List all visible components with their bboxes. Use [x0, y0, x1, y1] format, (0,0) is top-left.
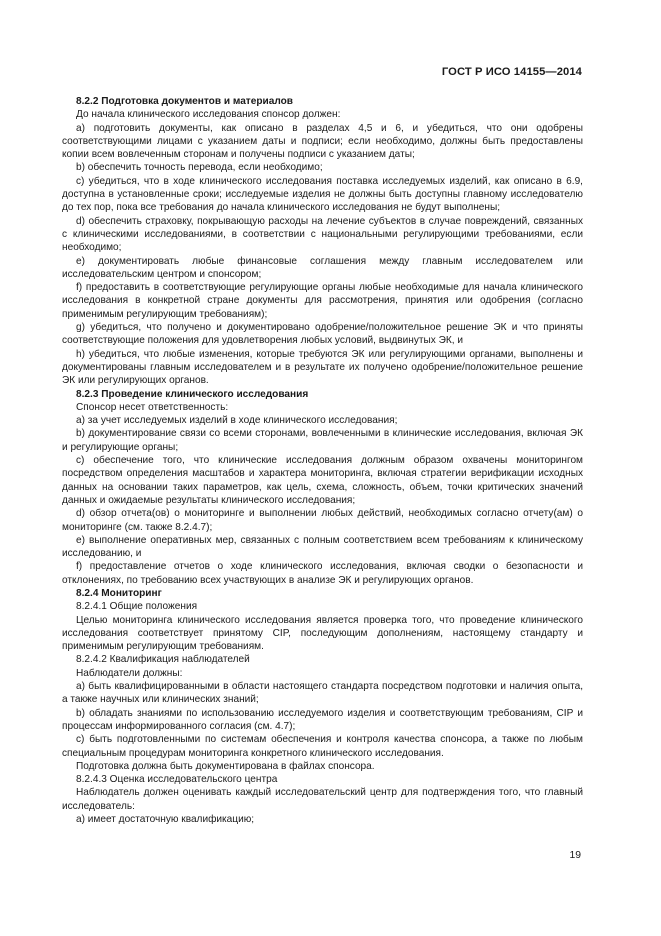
paragraph: g) убедиться, что получено и документировано одобрение/положительное решение ЭК и что приняты соответствующие положения для удовлетворения любых условий, выдвинутых ЭК, и: [62, 322, 583, 347]
paragraph: До начала клинического исследования спонсор должен:: [76, 109, 341, 121]
paragraph: c) убедиться, что в ходе клинического исследования поставка исследуемых изделий, как описано в 6.9, доступна в установленные сроки; исследуемые изделия не должны быть доступны главному исследователю до тех пор, пока все требования до начала клинического исследования не будут выполнены;: [62, 175, 583, 214]
paragraph: d) обеспечить страховку, покрывающую расходы на лечение субъектов в случае повреждений, связанных с клиническими исследованиями, в соответствии с национальными регулирующими требованиями, если необходимо;: [62, 215, 583, 254]
paragraph: f) предоставить в соответствующие регулирующие органы любые необходимые для начала клинического исследования в конкретной стране документы для рассмотрения, принятия или одобрения (согласно применимым регулирующим требованиям);: [62, 282, 583, 320]
paragraph: a) имеет достаточную квалификацию;: [76, 814, 255, 826]
paragraph: Спонсор несет ответственность:: [76, 401, 229, 413]
paragraph: b) обладать знаниями по использованию исследуемого изделия и соответствующим требованиям, CIP и процессам информированного согласия (см. 4.7);: [62, 707, 583, 732]
paragraph: f) предоставление отчетов о ходе клинического исследования, включая сводки о безопасности и отклонениях, по требованию всех участвующих в анализе ЭК и регулирующих органов.: [62, 561, 583, 586]
paragraph: e) документировать любые финансовые соглашения между главным исследователем или исследовательским центром и спонсором;: [62, 255, 583, 280]
paragraph: Наблюдатели должны:: [76, 667, 183, 679]
section-heading: 8.2.2 Подготовка документов и материалов: [76, 96, 294, 107]
paragraph: Наблюдатель должен оценивать каждый исследовательский центр для подтверждения того, что главный исследователь:: [62, 787, 583, 812]
document-body: [62, 95, 583, 826]
paragraph: b) обеспечить точность перевода, если необходимо;: [76, 162, 323, 174]
paragraph: c) быть подготовленными по системам обеспечения и контроля качества спонсора, а также по любым специальным процедурам мониторинга конкретного клинического исследования.: [62, 734, 583, 759]
paragraph: c) обеспечение того, что клинические исследования должным образом охвачены мониторингом посредством определения масштабов и характера мониторинга, включая стратегии верификации исходных данных на основании таких параметров, как цель, схема, сложность, объем, точки критических значений данных и ожидаемые результаты клинического исследования;: [62, 455, 583, 506]
paragraph: b) документирование связи со всеми сторонами, вовлеченными в клинические исследования, включая ЭК и регулирующие органы;: [62, 428, 583, 453]
paragraph: a) подготовить документы, как описано в разделах 4,5 и 6, и убедиться, что они одобрены соответствующими лицами с указанием даты и подписи; если необходимо, должны быть предоставлены копии всем вовлеченным сторонам и получены подписи с указанием даты;: [62, 122, 583, 161]
paragraph: Подготовка должна быть документирована в файлах спонсора.: [76, 760, 375, 772]
paragraph: a) за учет исследуемых изделий в ходе клинического исследования;: [76, 415, 398, 427]
paragraph: 8.2.4.3 Оценка исследовательского центра: [76, 774, 278, 786]
paragraph: 8.2.4.2 Квалификация наблюдателей: [76, 654, 250, 666]
section-heading: 8.2.4 Мониторинг: [76, 587, 162, 599]
paragraph: 8.2.4.1 Общие положения: [76, 601, 198, 613]
section-heading: 8.2.3 Проведение клинического исследования: [76, 388, 309, 400]
page-number: 19: [569, 850, 581, 861]
paragraph: e) выполнение оперативных мер, связанных с полным соответствием всем требованиям к клиническому исследованию, и: [62, 534, 583, 560]
paragraph: a) быть квалифицированными в области настоящего стандарта посредством подготовки и наличия опыта, а также научных или клинических знаний;: [62, 681, 583, 706]
paragraph: d) обзор отчета(ов) о мониторинге и выполнении любых действий, необходимых согласно отчету(ам) о мониторинге (см. также 8.2.4.7);: [62, 508, 583, 533]
paragraph: h) убедиться, что любые изменения, которые требуются ЭК или регулирующими органами, выполнены и документированы главным исследователем и в результате их получено одобрение/положительное решение ЭК или регулирующих органов.: [62, 348, 583, 387]
paragraph: Целью мониторинга клинического исследования является проверка того, что проведение клинического исследования соответствует принятому CIP, последующим дополнениям, настоящему стандарту и применимым регулирующим требованиям.: [62, 614, 583, 653]
document-header: ГОСТ Р ИСО 14155—2014: [441, 66, 582, 78]
